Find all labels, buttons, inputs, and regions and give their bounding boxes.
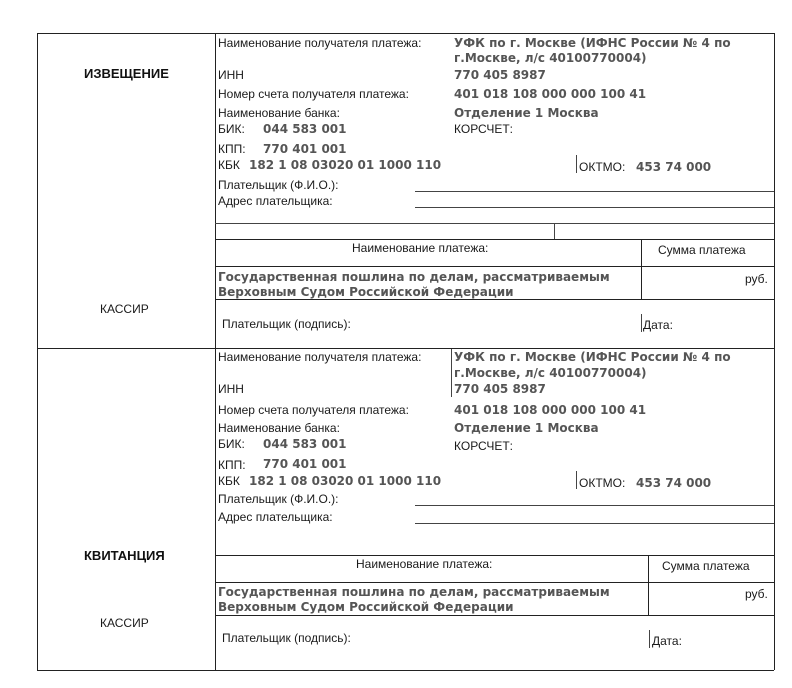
bank-value: Отделение 1 Москва xyxy=(454,421,599,435)
payment-sum-divider xyxy=(641,239,642,299)
currency-label: руб. xyxy=(745,587,768,601)
payer-address-field-line[interactable] xyxy=(415,523,774,524)
payment-sum-divider xyxy=(648,555,649,615)
date-label[interactable]: Дата: xyxy=(652,634,682,648)
signature-label[interactable]: Плательщик (подпись): xyxy=(222,631,351,645)
blank-row-divider xyxy=(554,223,555,239)
korschet-label: КОРСЧЕТ: xyxy=(454,439,513,453)
payment-table-top-line xyxy=(215,239,774,240)
account-label: Номер счета получателя платежа: xyxy=(218,87,409,101)
recipient-label: Наименование получателя платежа: xyxy=(218,36,422,50)
bik-value: 044 583 001 xyxy=(263,122,347,136)
payment-sum-header: Сумма платежа xyxy=(658,243,746,257)
oktmo-value: 453 74 000 xyxy=(636,476,712,490)
account-value: 401 018 108 000 000 100 41 xyxy=(454,403,647,417)
korschet-label: КОРСЧЕТ: xyxy=(454,122,513,136)
oktmo-value: 453 74 000 xyxy=(636,160,712,174)
oktmo-label: ОКТМО: xyxy=(579,160,626,174)
kpp-value: 770 401 001 xyxy=(263,457,347,471)
receipt-title: КВИТАНЦИЯ xyxy=(84,548,165,563)
recipient-name-line1: УФК по г. Москве (ИФНС России № 4 по xyxy=(454,36,731,50)
oktmo-label: ОКТМО: xyxy=(579,476,626,490)
payment-table-top-line xyxy=(215,555,774,556)
frame-right-line xyxy=(774,33,775,670)
payment-name-header: Наименование платежа: xyxy=(352,241,489,255)
oktmo-divider xyxy=(576,155,577,173)
inn-value: 770 405 8987 xyxy=(454,68,546,82)
payer-field-line[interactable] xyxy=(415,505,774,506)
kbk-value: 182 1 08 03020 01 1000 110 xyxy=(249,474,442,488)
bik-value: 044 583 001 xyxy=(263,437,347,451)
kpp-label: КПП: xyxy=(218,142,246,156)
payment-row-bottom-line xyxy=(215,299,774,300)
bik-label: БИК: xyxy=(218,437,245,451)
receipt-cashier-label: КАССИР xyxy=(100,616,149,630)
kpp-label: КПП: xyxy=(218,458,246,472)
payer-field-line[interactable] xyxy=(415,191,774,192)
payer-label: Плательщик (Ф.И.О.): xyxy=(218,492,339,506)
payment-purpose-line1: Государственная пошлина по делам, рассматриваемым xyxy=(218,270,610,284)
date-divider xyxy=(649,630,650,648)
kpp-value: 770 401 001 xyxy=(263,142,347,156)
kbk-label: КБК xyxy=(218,158,240,172)
payer-label: Плательщик (Ф.И.О.): xyxy=(218,178,339,192)
notice-title: ИЗВЕЩЕНИЕ xyxy=(84,66,169,81)
signature-label[interactable]: Плательщик (подпись): xyxy=(222,317,351,331)
payment-name-header: Наименование платежа: xyxy=(356,557,493,571)
oktmo-divider xyxy=(576,471,577,489)
payment-purpose-line2: Верховным Судом Российской Федерации xyxy=(218,285,514,299)
bik-label: БИК: xyxy=(218,122,245,136)
inn-label: ИНН xyxy=(218,68,244,82)
date-divider xyxy=(641,314,642,332)
recipient-label: Наименование получателя платежа: xyxy=(218,350,422,364)
recipient-divider xyxy=(451,349,452,397)
inn-value: 770 405 8987 xyxy=(454,382,546,396)
account-value: 401 018 108 000 000 100 41 xyxy=(454,87,647,101)
recipient-name-line2: г.Москве, л/с 40100770004) xyxy=(454,366,647,380)
payer-address-label: Адрес плательщика: xyxy=(218,510,333,524)
payer-address-field-line[interactable] xyxy=(415,207,774,208)
frame-top-line xyxy=(37,33,774,34)
inn-label: ИНН xyxy=(218,382,244,396)
account-label: Номер счета получателя платежа: xyxy=(218,403,409,417)
payment-sum-header: Сумма платежа xyxy=(662,559,750,573)
currency-label: руб. xyxy=(745,272,768,286)
payment-purpose-line1: Государственная пошлина по делам, рассматриваемым xyxy=(218,585,610,599)
column-divider-line xyxy=(215,33,216,670)
notice-cashier-label: КАССИР xyxy=(100,302,149,316)
date-label[interactable]: Дата: xyxy=(643,318,673,332)
kbk-value: 182 1 08 03020 01 1000 110 xyxy=(249,158,442,172)
kbk-label: КБК xyxy=(218,474,240,488)
payment-header-bottom-line xyxy=(215,582,774,583)
bank-value: Отделение 1 Москва xyxy=(454,106,599,120)
bank-label: Наименование банка: xyxy=(218,421,340,435)
payment-header-bottom-line xyxy=(215,266,774,267)
recipient-name-line2: г.Москве, л/с 40100770004) xyxy=(454,51,647,65)
payment-row-bottom-line xyxy=(215,615,774,616)
bank-label: Наименование банка: xyxy=(218,106,340,120)
payer-address-label: Адрес плательщика: xyxy=(218,194,333,208)
payment-purpose-line2: Верховным Судом Российской Федерации xyxy=(218,600,514,614)
frame-bottom-line xyxy=(37,670,774,671)
frame-left-line xyxy=(37,33,38,670)
section-divider-line xyxy=(37,348,774,349)
recipient-name-line1: УФК по г. Москве (ИФНС России № 4 по xyxy=(454,350,731,364)
blank-row-top-line xyxy=(215,223,774,224)
